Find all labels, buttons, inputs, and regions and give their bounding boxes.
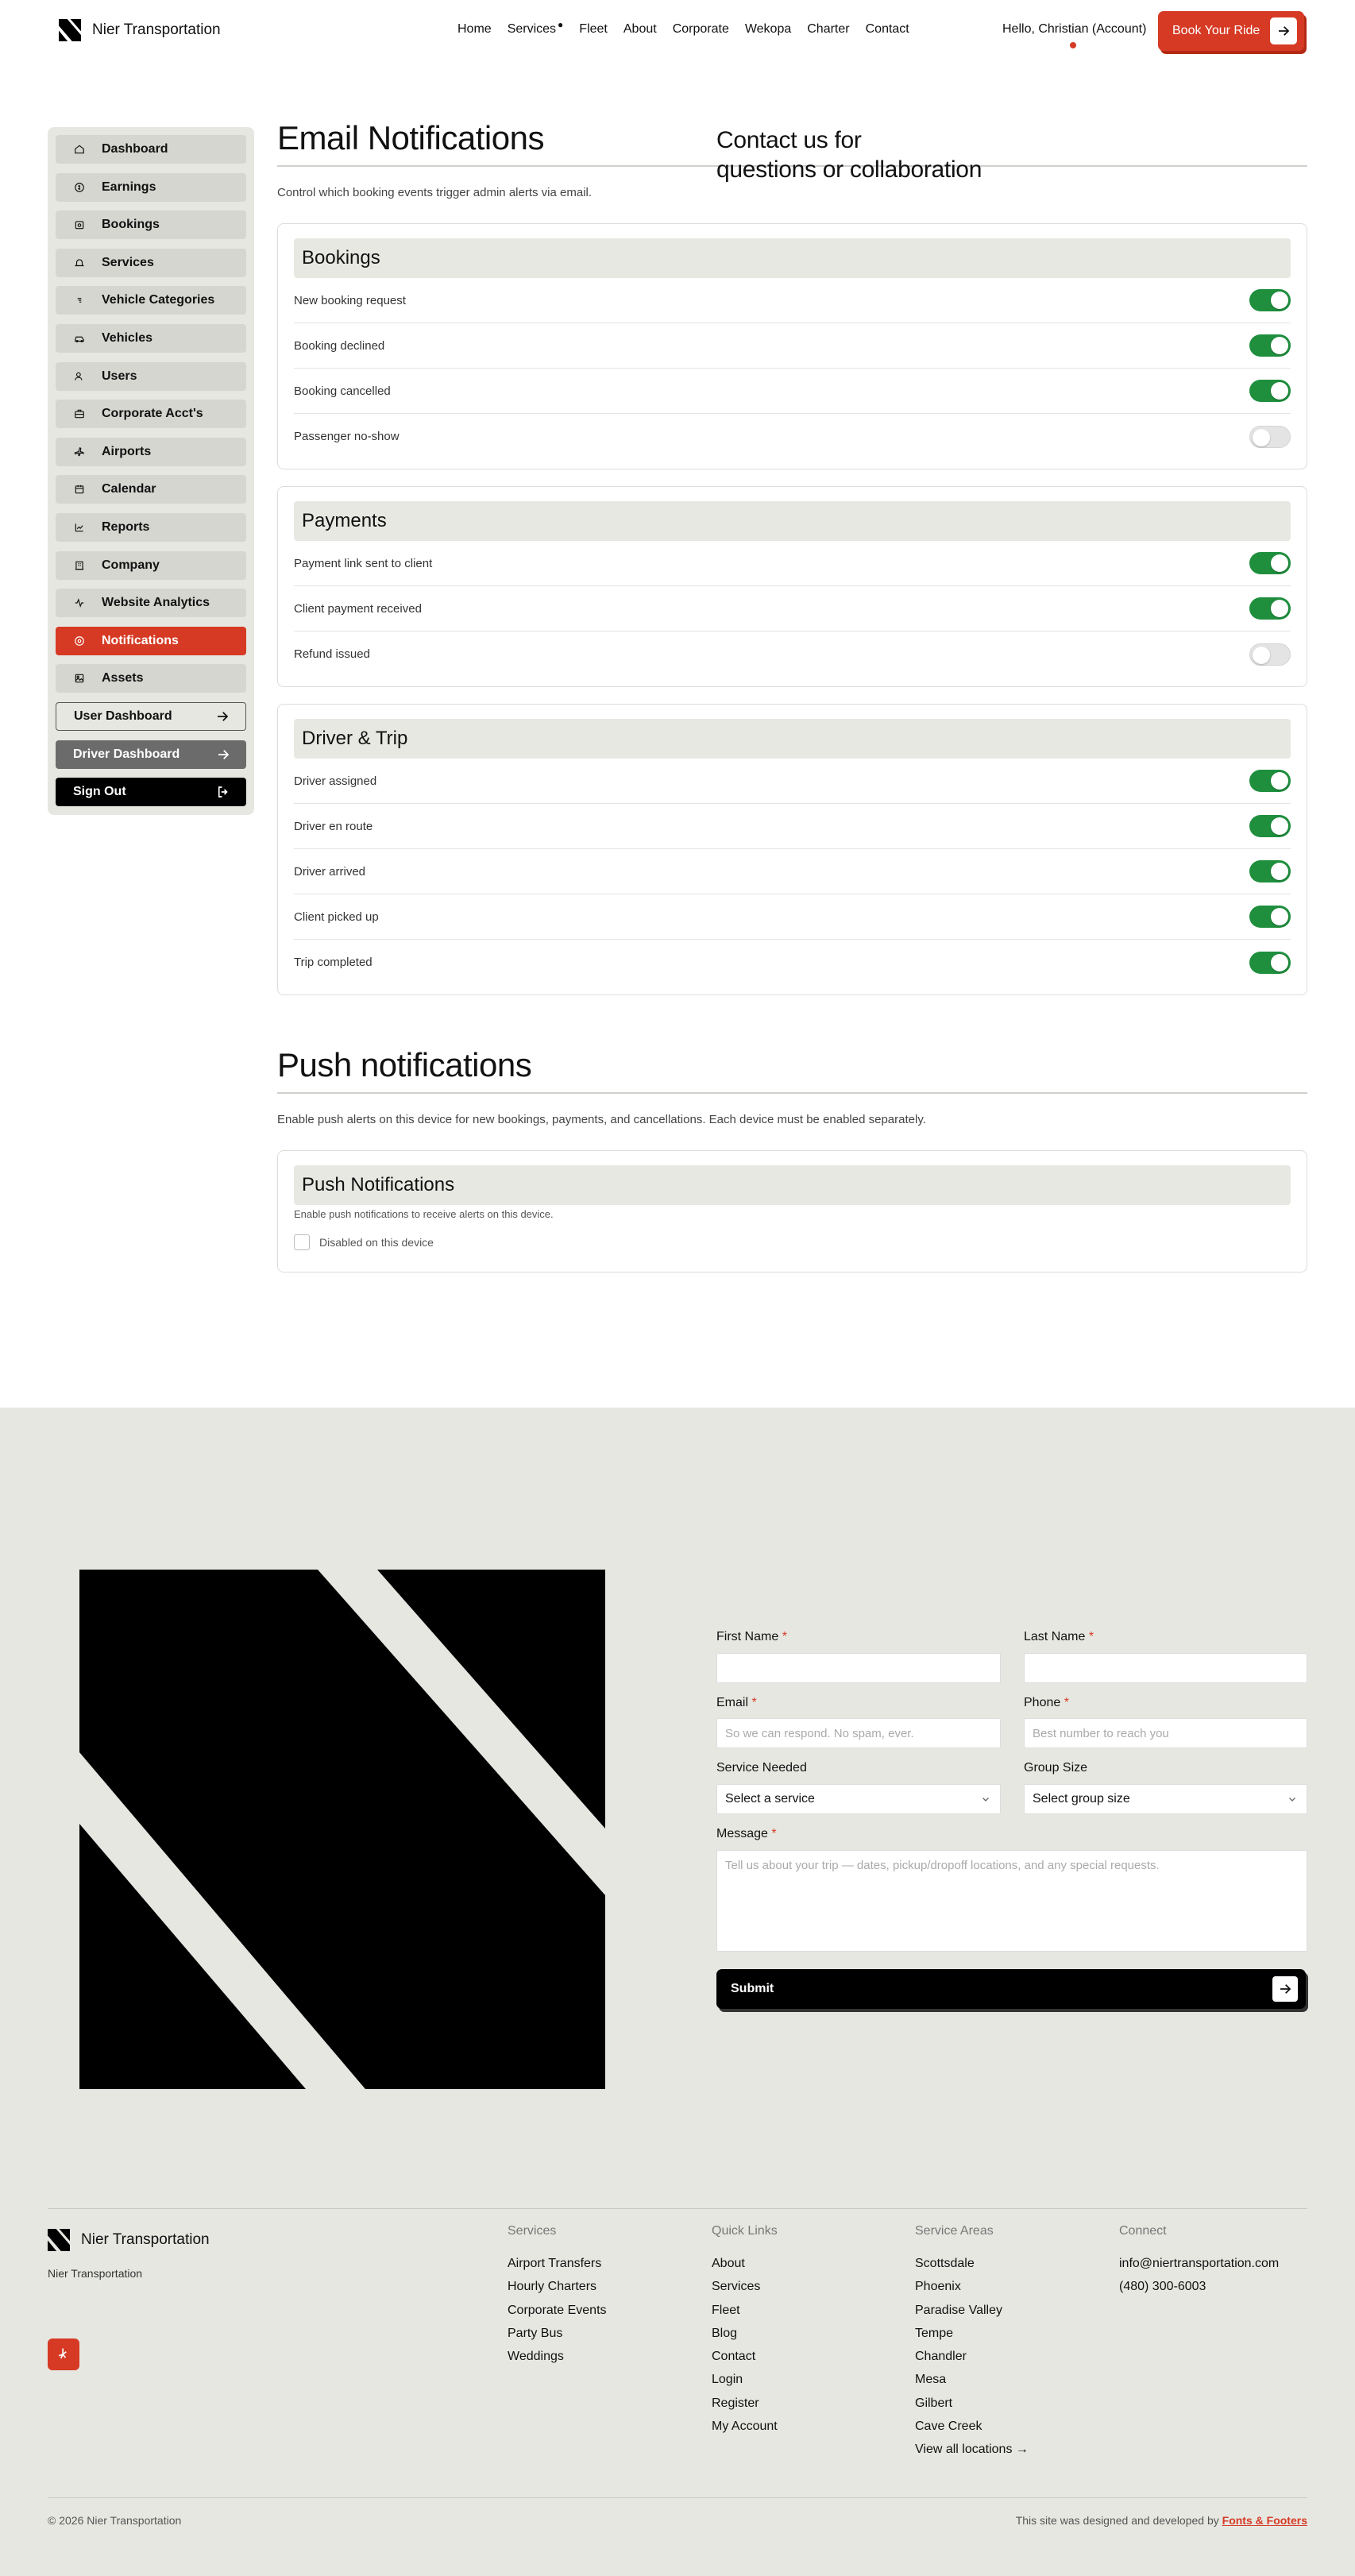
- arrow-right-icon: [1270, 17, 1297, 44]
- footer-col-service-areas: [915, 2224, 1029, 2462]
- home-icon: [73, 143, 86, 156]
- submit-button[interactable]: [716, 1969, 1306, 2009]
- image-icon: [73, 672, 86, 685]
- push-notifications-title: Push notifications: [277, 1046, 532, 1083]
- push-device-checkbox-row: [294, 1234, 1291, 1250]
- booking-declined-toggle[interactable]: [1249, 334, 1291, 357]
- sidebar-item-company[interactable]: [56, 551, 246, 580]
- footer-link[interactable]: Corporate Events: [508, 2303, 607, 2317]
- toggle-row: [294, 849, 1291, 894]
- push-device-checkbox-label: Disabled on this device: [319, 1236, 434, 1249]
- toggle-label: Booking declined: [294, 338, 385, 353]
- service-select[interactable]: [716, 1784, 1001, 1814]
- sidebar-item-airports[interactable]: [56, 438, 246, 466]
- book-your-ride-button[interactable]: [1158, 11, 1304, 51]
- sidebar-item-label: Website Analytics: [102, 596, 210, 610]
- required-mark: *: [1088, 1630, 1094, 1643]
- nav-contact[interactable]: Contact: [865, 22, 909, 36]
- new-booking-request-toggle[interactable]: [1249, 289, 1291, 311]
- car-icon: [73, 332, 86, 345]
- toggle-knob: [1271, 382, 1288, 400]
- footer-link[interactable]: Chandler: [915, 2350, 967, 2364]
- toggle-knob: [1271, 337, 1288, 354]
- sidebar-item-label: Vehicle Categories: [102, 293, 215, 307]
- admin-sidebar: [48, 127, 254, 815]
- sidebar-item-label: Calendar: [102, 482, 156, 496]
- nav-home[interactable]: Home: [457, 22, 492, 36]
- sidebar-item-label: Reports: [102, 519, 150, 534]
- footer-brand-name: Nier Transportation: [81, 2231, 210, 2248]
- driver-en-route-toggle[interactable]: [1249, 815, 1291, 837]
- contact-title: [716, 126, 982, 184]
- footer-email-link[interactable]: info@niertransportation.com: [1119, 2257, 1280, 2270]
- nav-about[interactable]: About: [623, 22, 657, 36]
- sidebar-item-notifications[interactable]: [56, 627, 246, 655]
- phone-label: [1024, 1696, 1069, 1710]
- toggle-row: [294, 631, 1291, 677]
- last-name-label: [1024, 1630, 1094, 1644]
- sidebar-item-label: Vehicles: [102, 330, 153, 345]
- required-mark: *: [1064, 1696, 1069, 1709]
- bookings-rows: [294, 278, 1291, 459]
- footer-link[interactable]: Gilbert: [915, 2396, 953, 2410]
- nav-services-indicator: ●: [558, 19, 564, 30]
- driver-trip-card-title: Driver & Trip: [294, 719, 1291, 759]
- email-label: [716, 1696, 757, 1710]
- toggle-label: Payment link sent to client: [294, 556, 433, 570]
- sidebar-item-dashboard[interactable]: [56, 135, 246, 164]
- toggle-label: Driver arrived: [294, 864, 366, 879]
- footer-link[interactable]: Phoenix: [915, 2280, 961, 2294]
- nav-services-label: Services: [507, 22, 557, 36]
- driver-dashboard-label: Driver Dashboard: [73, 747, 180, 761]
- nav-fleet[interactable]: Fleet: [579, 22, 608, 36]
- payments-rows: [294, 541, 1291, 677]
- footer-link[interactable]: Contact: [712, 2350, 756, 2364]
- toggle-label: Client payment received: [294, 601, 422, 616]
- main-nav: [457, 19, 909, 37]
- sidebar-item-website-analytics[interactable]: [56, 589, 246, 617]
- sidebar-item-vehicles[interactable]: [56, 324, 246, 353]
- footer-phone-link[interactable]: (480) 300-6003: [1119, 2280, 1206, 2294]
- footer-link[interactable]: Login: [712, 2373, 743, 2387]
- toggle-row: [294, 804, 1291, 849]
- client-picked-up-toggle[interactable]: [1249, 906, 1291, 928]
- plane-icon: [73, 446, 86, 458]
- building-icon: [73, 559, 86, 572]
- message-textarea[interactable]: Tell us about your trip — dates, pickup/dropoff locations, and any special requests.: [716, 1850, 1307, 1952]
- footer-link[interactable]: About: [712, 2257, 745, 2270]
- first-name-label: [716, 1630, 787, 1644]
- message-label-text: Message: [716, 1827, 768, 1840]
- email-notifications-description: Control which booking events trigger admin alerts via email.: [277, 186, 593, 199]
- sidebar-item-earnings[interactable]: [56, 173, 246, 202]
- sidebar-item-label: Company: [102, 558, 160, 572]
- toggle-knob: [1271, 817, 1288, 835]
- last-name-input[interactable]: [1024, 1653, 1307, 1683]
- sidebar-item-assets[interactable]: [56, 664, 246, 693]
- account-greeting[interactable]: Hello, Christian (Account): [1002, 22, 1147, 36]
- toggle-row: [294, 894, 1291, 940]
- toggle-knob: [1271, 908, 1288, 925]
- footer-col-title: Services: [508, 2224, 557, 2238]
- push-device-checkbox[interactable]: [294, 1234, 310, 1250]
- payments-card: [277, 486, 1307, 687]
- toggle-knob: [1271, 954, 1288, 971]
- footer-link[interactable]: Paradise Valley: [915, 2303, 1002, 2317]
- footer-link[interactable]: Services: [712, 2280, 761, 2294]
- push-card-title: Push Notifications: [294, 1165, 1291, 1205]
- sidebar-item-users[interactable]: [56, 362, 246, 391]
- toggle-row: [294, 414, 1291, 459]
- push-card-note: Enable push notifications to receive alerts on this device.: [294, 1208, 554, 1220]
- sidebar-item-label: Notifications: [102, 633, 179, 647]
- footer-brand[interactable]: [48, 2229, 210, 2251]
- sidebar-item-services[interactable]: [56, 249, 246, 277]
- email-notifications-title: Email Notifications: [277, 119, 544, 156]
- service-needed-label: Service Needed: [716, 1761, 807, 1775]
- group-size-select[interactable]: [1024, 1784, 1307, 1814]
- driver-arrived-toggle[interactable]: [1249, 860, 1291, 882]
- toggle-knob: [1253, 647, 1270, 664]
- last-name-label-text: Last Name: [1024, 1630, 1086, 1643]
- driver-trip-rows: [294, 759, 1291, 985]
- sidebar-item-vehicle-categories[interactable]: [56, 286, 246, 315]
- footer-col-services: [508, 2224, 607, 2368]
- footer-link[interactable]: Tempe: [915, 2326, 954, 2340]
- driver-dashboard-button[interactable]: [56, 740, 246, 769]
- toggle-row: [294, 586, 1291, 631]
- driver-trip-card: [277, 704, 1307, 995]
- toggle-knob: [1271, 863, 1288, 880]
- footer-link[interactable]: Mesa: [915, 2373, 947, 2387]
- sign-out-label: Sign Out: [73, 785, 126, 799]
- calendar-icon: [73, 483, 86, 496]
- yelp-icon[interactable]: [48, 2338, 79, 2370]
- toggle-row: [294, 323, 1291, 369]
- group-size-label: Group Size: [1024, 1761, 1088, 1775]
- footer-col-connect: [1119, 2224, 1279, 2299]
- toggle-label: Passenger no-show: [294, 430, 400, 443]
- toggle-label: Booking cancelled: [294, 384, 391, 398]
- phone-input[interactable]: Best number to reach you: [1024, 1718, 1307, 1748]
- sign-out-button[interactable]: [56, 778, 246, 806]
- toggle-label: Refund issued: [294, 647, 370, 661]
- first-name-input[interactable]: [716, 1653, 1001, 1683]
- service-select-value: Select a service: [725, 1792, 815, 1806]
- category-icon: [73, 294, 86, 307]
- toggle-row: [294, 278, 1291, 323]
- client-payment-received-toggle[interactable]: [1249, 597, 1291, 620]
- sidebar-item-label: Users: [102, 369, 137, 383]
- driver-assigned-toggle[interactable]: [1249, 770, 1291, 792]
- nav-corporate[interactable]: Corporate: [672, 22, 729, 36]
- submit-label: Submit: [731, 1982, 774, 1995]
- bell-icon: [73, 257, 86, 269]
- sidebar-item-label: Earnings: [102, 180, 156, 194]
- brand-logo-icon: [59, 19, 81, 41]
- toggle-knob: [1271, 600, 1288, 617]
- brand-mark-icon: [79, 1570, 605, 2089]
- push-title-divider: [277, 1092, 1307, 1094]
- nav-services[interactable]: [507, 19, 564, 37]
- user-dashboard-button[interactable]: [56, 702, 246, 731]
- footer-tagline: Nier Transportation: [48, 2267, 143, 2280]
- footer-link[interactable]: Hourly Charters: [508, 2280, 597, 2294]
- refund-issued-toggle[interactable]: [1249, 643, 1291, 666]
- contact-title-line1: Contact us for: [716, 127, 862, 153]
- push-card: [277, 1150, 1307, 1273]
- analytics-icon: [73, 597, 86, 609]
- briefcase-icon: [73, 407, 86, 420]
- email-input[interactable]: So we can respond. No spam, ever.: [716, 1718, 1001, 1748]
- footer-link[interactable]: Party Bus: [508, 2326, 563, 2340]
- toggle-row: [294, 940, 1291, 985]
- nav-charter[interactable]: Charter: [807, 22, 850, 36]
- sidebar-item-label: Bookings: [102, 218, 160, 232]
- footer-link[interactable]: Cave Creek: [915, 2420, 982, 2434]
- sidebar-item-reports[interactable]: [56, 513, 246, 542]
- view-all-locations-link[interactable]: View all locations →: [915, 2443, 1029, 2457]
- sidebar-item-label: Services: [102, 255, 154, 269]
- chevron-down-icon: [981, 1794, 990, 1804]
- sidebar-item-label: Dashboard: [102, 142, 168, 156]
- footer-col-title: Service Areas: [915, 2224, 994, 2238]
- booking-icon: [73, 218, 86, 231]
- dollar-icon: [73, 181, 86, 194]
- toggle-knob: [1271, 554, 1288, 572]
- toggle-row: [294, 369, 1291, 414]
- toggle-knob: [1271, 292, 1288, 309]
- brand[interactable]: [59, 19, 221, 41]
- trip-completed-toggle[interactable]: [1249, 952, 1291, 974]
- push-notifications-description: Enable push alerts on this device for new bookings, payments, and cancellations. Each device must be enabled separately.: [277, 1113, 926, 1126]
- footer-link[interactable]: Weddings: [508, 2350, 564, 2364]
- site-header: [0, 0, 1355, 64]
- footer-link[interactable]: Airport Transfers: [508, 2257, 602, 2270]
- sidebar-item-label: Corporate Acct's: [102, 407, 203, 421]
- booking-cancelled-toggle[interactable]: [1249, 380, 1291, 402]
- payment-link-sent-toggle[interactable]: [1249, 552, 1291, 574]
- footer-link[interactable]: My Account: [712, 2420, 778, 2434]
- sidebar-item-corporate[interactable]: [56, 400, 246, 428]
- footer-col-quick-links: [712, 2224, 778, 2438]
- arrow-right-icon: [1272, 1976, 1298, 2002]
- credit-text: This site was designed and developed by: [1015, 2514, 1222, 2527]
- footer-link[interactable]: Fleet: [712, 2303, 740, 2317]
- copyright: © 2026 Nier Transportation: [48, 2514, 182, 2527]
- sidebar-item-label: Airports: [102, 444, 152, 458]
- arrow-right-icon: [216, 747, 230, 762]
- toggle-label: New booking request: [294, 293, 406, 307]
- phone-label-text: Phone: [1024, 1696, 1061, 1709]
- footer-link[interactable]: Register: [712, 2396, 759, 2410]
- toggle-row: [294, 759, 1291, 804]
- sidebar-item-label: Assets: [102, 671, 144, 686]
- email-label-text: Email: [716, 1696, 749, 1709]
- brand-name: Nier Transportation: [92, 21, 221, 38]
- footer-link[interactable]: Scottsdale: [915, 2257, 975, 2270]
- toggle-knob: [1253, 429, 1270, 446]
- bookings-card: [277, 223, 1307, 469]
- footer-divider: [48, 2208, 1307, 2209]
- contact-title-line2: questions or collaboration: [716, 156, 982, 183]
- book-your-ride-label: Book Your Ride: [1172, 24, 1260, 37]
- user-icon: [73, 370, 86, 383]
- payments-card-title: Payments: [294, 501, 1291, 541]
- footer-logo-icon: [48, 2229, 70, 2251]
- main-content: [277, 119, 1307, 1273]
- credit: [1016, 2514, 1307, 2527]
- toggle-row: [294, 541, 1291, 586]
- chevron-down-icon: [1287, 1794, 1297, 1804]
- footer-bottom-divider: [48, 2497, 1307, 2498]
- user-dashboard-label: User Dashboard: [74, 709, 172, 723]
- footer-col-title: Quick Links: [712, 2224, 778, 2238]
- account-indicator-dot: [1070, 42, 1076, 48]
- bookings-card-title: Bookings: [294, 238, 1291, 278]
- first-name-label-text: First Name: [716, 1630, 779, 1643]
- chart-icon: [73, 521, 86, 534]
- notification-icon: [73, 635, 86, 647]
- footer-col-title: Connect: [1119, 2224, 1167, 2238]
- toggle-label: Trip completed: [294, 956, 373, 969]
- sidebar-item-bookings[interactable]: [56, 210, 246, 239]
- required-mark: *: [771, 1827, 777, 1840]
- sidebar-item-calendar[interactable]: [56, 475, 246, 504]
- credit-link[interactable]: Fonts & Footers: [1222, 2514, 1307, 2527]
- passenger-no-show-toggle[interactable]: [1249, 426, 1291, 448]
- footer-link[interactable]: Blog: [712, 2326, 738, 2340]
- toggle-label: Driver assigned: [294, 774, 377, 788]
- toggle-knob: [1271, 772, 1288, 790]
- sign-out-icon: [216, 785, 230, 799]
- nav-wekopa[interactable]: Wekopa: [744, 22, 792, 36]
- required-mark: *: [751, 1696, 757, 1709]
- message-label: [716, 1827, 777, 1841]
- arrow-right-icon: [215, 709, 230, 724]
- toggle-label: Client picked up: [294, 910, 379, 924]
- toggle-label: Driver en route: [294, 819, 373, 833]
- group-size-select-value: Select group size: [1033, 1792, 1130, 1806]
- required-mark: *: [782, 1630, 787, 1643]
